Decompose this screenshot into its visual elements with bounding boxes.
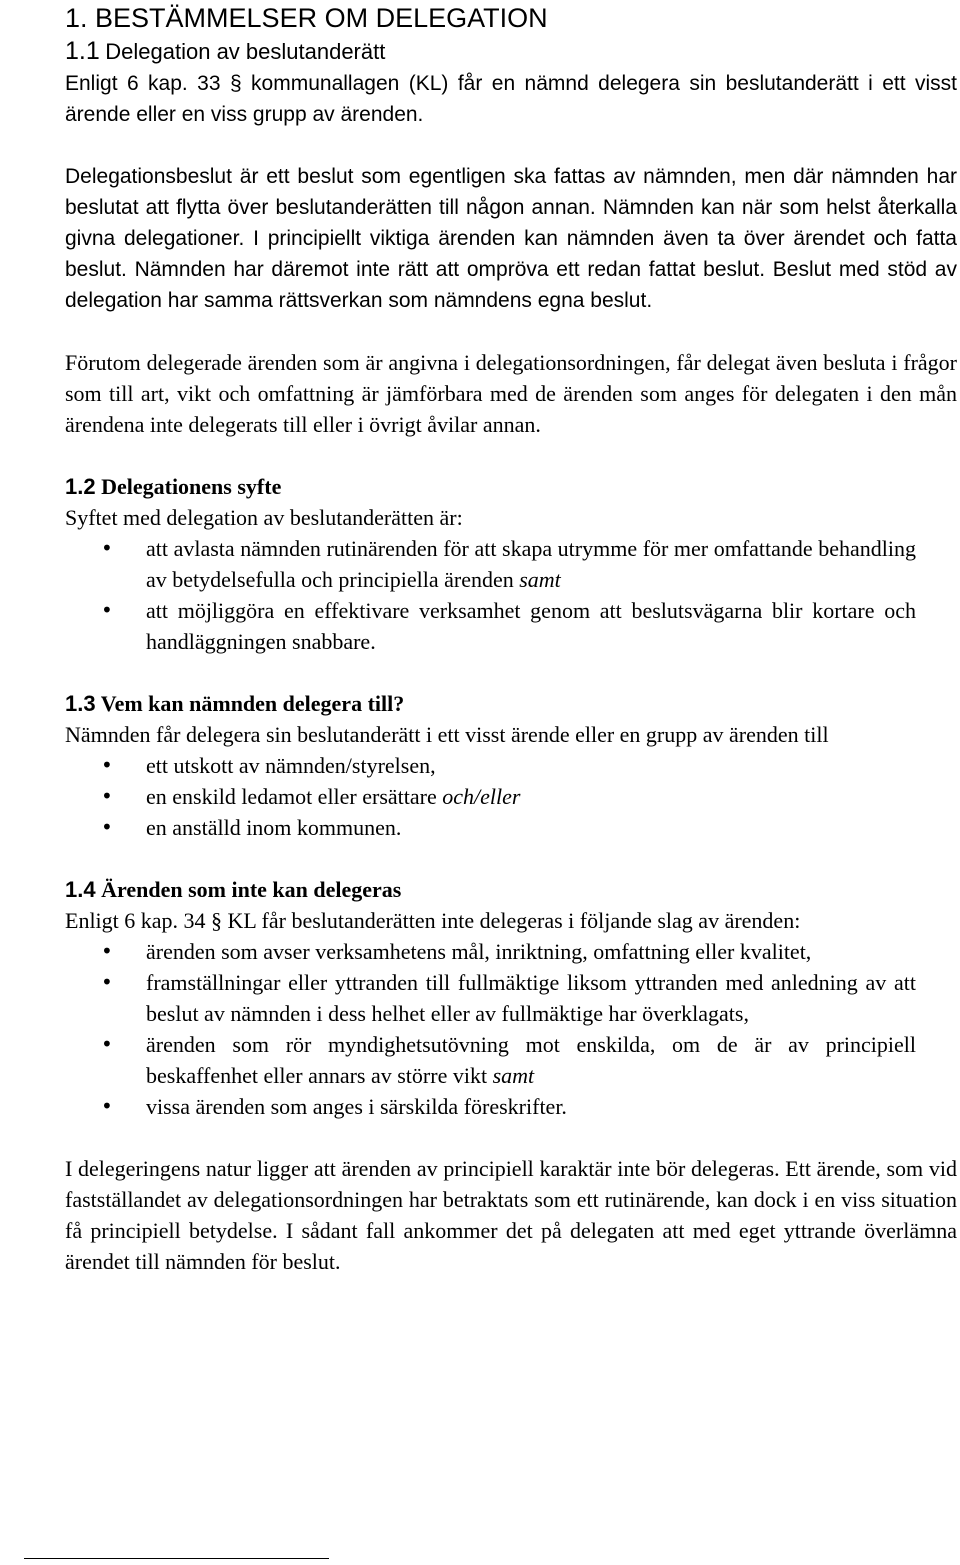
footnote-separator <box>24 1558 329 1559</box>
list-item: • en anställd inom kommunen. <box>65 812 916 843</box>
paragraph: Enligt 6 kap. 33 § kommunallagen (KL) får en nämnd delegera sin beslutanderätt i ett visst ärende eller en viss grupp av ärenden. <box>65 72 957 126</box>
bullet-list <box>65 750 957 843</box>
paragraph: Syftet med delegation av beslutanderätten är: <box>65 505 463 530</box>
paragraph: Enligt 6 kap. 34 § KL får beslutanderätten inte delegeras i följande slag av ärenden: <box>65 908 801 933</box>
section-number: 1.1 <box>65 37 100 65</box>
list-item: • ärenden som rör myndighetsutövning mot enskilda, om de är av principiell beskaffenhet eller annars av större vikt samt <box>65 1029 916 1091</box>
section-heading-1-2 <box>65 471 957 502</box>
document-page <box>65 0 957 1277</box>
emphasis: samt <box>492 1063 535 1088</box>
bullet-list <box>65 936 957 1122</box>
paragraph: I delegeringens natur ligger att ärenden av principiell karaktär inte bör delegeras. Ett ärende, som vid fastställandet av delegationsordningen har betraktats som ett rutinärende, kan dock i en viss situation få principiell betydelse. I sådant fall ankommer det på delegaten att med eget yttrande överlämna ärendet till nämnden för beslut. <box>65 1156 957 1274</box>
section-heading-1-3 <box>65 688 957 719</box>
list-item: • en enskild ledamot eller ersättare och/eller <box>65 781 916 812</box>
section-title: Delegationens syfte <box>101 474 282 499</box>
paragraph: Nämnden får delegera sin beslutanderätt i ett visst ärende eller en grupp av ärenden till <box>65 722 829 747</box>
section-title: Ärenden som inte kan delegeras <box>101 877 402 902</box>
section-number: 1.3 <box>65 691 96 716</box>
section-number: 1.4 <box>65 877 96 902</box>
section-heading-1-4 <box>65 874 957 905</box>
list-item: • att möjliggöra en effektivare verksamhet genom att beslutsvägarna blir kortare och handläggningen snabbare. <box>65 595 916 657</box>
paragraph: Förutom delegerade ärenden som är angivna i delegationsordningen, får delegat även besluta i frågor som till art, vikt och omfattning är jämförbara med de ärenden som anges för delegaten i den mån ärendena inte delegerats till eller i övrigt åvilar annan. <box>65 350 957 437</box>
bullet-list <box>65 533 957 657</box>
list-item: • ärenden som avser verksamhetens mål, inriktning, omfattning eller kvalitet, <box>65 936 916 967</box>
section-title: Vem kan nämnden delegera till? <box>100 691 405 716</box>
section-heading-1-1 <box>65 35 957 68</box>
section-number: 1.2 <box>65 474 96 499</box>
emphasis: samt <box>519 567 561 592</box>
list-item: • ett utskott av nämnden/styrelsen, <box>65 750 916 781</box>
emphasis: och/eller <box>442 784 521 809</box>
section-title: Delegation av beslutanderätt <box>105 39 386 64</box>
list-item: • vissa ärenden som anges i särskilda föreskrifter. <box>65 1091 916 1122</box>
main-heading: 1. BESTÄMMELSER OM DELEGATION <box>65 3 548 33</box>
list-item: • att avlasta nämnden rutinärenden för att skapa utrymme för mer omfattande behandling av betydelsefulla och principiella ärenden samt <box>65 533 916 595</box>
paragraph: Delegationsbeslut är ett beslut som egentligen ska fattas av nämnden, men där nämnden har beslutat att flytta över beslutanderätten till någon annan. Nämnden kan när som helst återkalla givna delegationer. I principiellt viktiga ärenden kan nämnden även ta över ärendet och fatta beslut. Nämnden har däremot inte rätt att ompröva ett redan fattat beslut. Beslut med stöd av delegation har samma rättsverkan som nämndens egna beslut. <box>65 165 957 312</box>
list-item: • framställningar eller yttranden till fullmäktige liksom yttranden med anledning av att beslut av nämnden i dess helhet eller av fullmäktige har överklagats, <box>65 967 916 1029</box>
